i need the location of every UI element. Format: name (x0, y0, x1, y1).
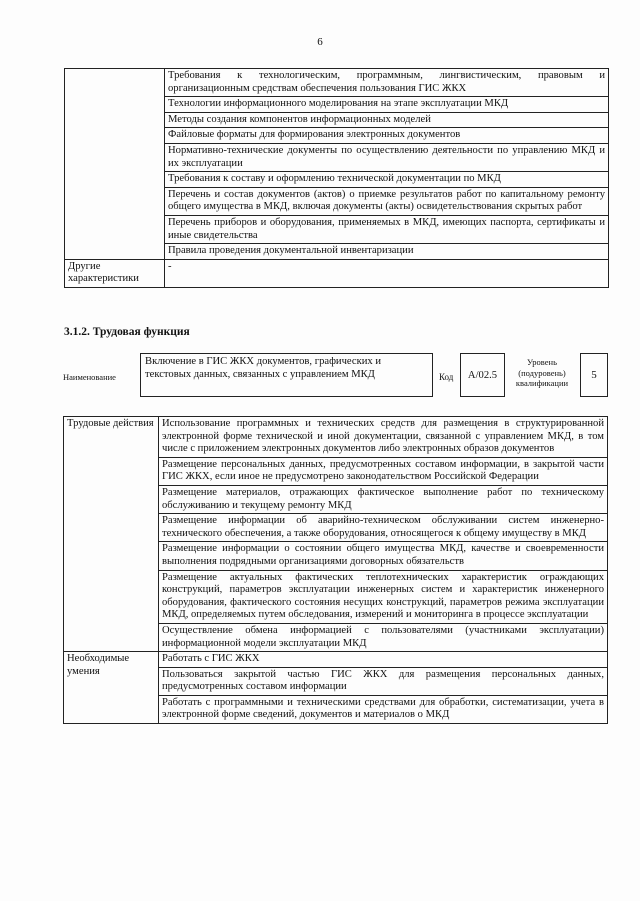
table-row (65, 259, 609, 287)
function-name-box: Включение в ГИС ЖКХ документов, графических и текстовых данных, связанных с управлением МКД (140, 353, 433, 397)
requirement-item: Методы создания компонентов информационных моделей (165, 112, 609, 128)
other-characteristics-value: - (165, 259, 609, 287)
skill-item: Работать с программными и техническими средствами для обработки, систематизации, учета в электронной форме сведений, документов и материалов о МКД (159, 695, 608, 723)
labor-action-item: Размещение информации об аварийно-техническом обслуживании систем инженерно-технического обеспечения, а также оборудования, относящегося к общему имуществу в МКД (159, 514, 608, 542)
labor-actions-table (63, 416, 608, 724)
other-characteristics-label: Другие характеристики (65, 259, 165, 287)
name-label: Наименование (63, 372, 116, 382)
labor-action-item: Размещение материалов, отражающих фактическое выполнение работ по техническому обслуживанию и текущему ремонту МКД (159, 485, 608, 513)
requirement-item: Технологии информационного моделирования на этапе эксплуатации МКД (165, 97, 609, 113)
empty-label-cell (65, 69, 165, 260)
section-heading: 3.1.2. Трудовая функция (64, 326, 190, 338)
table-row (64, 652, 608, 668)
code-box: A/02.5 (460, 353, 505, 397)
requirement-item: Требования к технологическим, программным, лингвистическим, правовым и организационным средствам обеспечения пользования ГИС ЖКХ (165, 69, 609, 97)
skill-item: Пользоваться закрытой частью ГИС ЖКХ для размещения персональных данных, предусмотренных составом информации (159, 667, 608, 695)
requirement-item: Перечень и состав документов (актов) о приемке результатов работ по капитальному ремонту общего имущества в МКД, включая документы (акты) освидетельствования скрытых работ (165, 187, 609, 215)
labor-action-item: Использование программных и технических средств для размещения в структурированной электронной форме технической и иной документации, связанной с управлением МКД, в том числе с приложением электронных документов либо электронных образов документов (159, 417, 608, 458)
code-label: Код (439, 372, 454, 382)
labor-action-item: Размещение информации о состоянии общего имущества МКД, качестве и своевременности выполнения подрядными организациями договорных обязательств (159, 542, 608, 570)
requirement-item: Требования к составу и оформлению технической документации по МКД (165, 172, 609, 188)
required-skills-label: Необходимые умения (64, 652, 159, 724)
labor-action-item: Осуществление обмена информацией с пользователями (участниками эксплуатации) информационной модели эксплуатации МКД (159, 623, 608, 651)
qualification-level-box: 5 (580, 353, 608, 397)
table-row (65, 69, 609, 97)
qualification-level-label: Уровень (подуровень) квалификации (515, 357, 569, 388)
requirement-item: Перечень приборов и оборудования, применяемых в МКД, имеющих паспорта, сертификаты и иные свидетельства (165, 215, 609, 243)
table-row (64, 417, 608, 458)
requirement-item: Файловые форматы для формирования электронных документов (165, 128, 609, 144)
requirement-item: Нормативно-технические документы по осуществлению деятельности по управлению МКД и их эксплуатации (165, 143, 609, 171)
labor-action-item: Размещение актуальных фактических теплотехнических характеристик ограждающих конструкций, параметров эксплуатации инженерных систем и характеристик инженерного оборудования, фактического состояния несущих конструкций, параметров режима эксплуатации МКД, определяемых путем обследования, измерений и мониторинга в процессе эксплуатации (159, 570, 608, 623)
labor-action-item: Размещение персональных данных, предусмотренных составом информации, в закрытой части ГИС ЖКХ, если иное не предусмотрено законодательством Российской Федерации (159, 457, 608, 485)
labor-actions-label: Трудовые действия (64, 417, 159, 652)
requirement-item: Правила проведения документальной инвентаризации (165, 244, 609, 260)
skill-item: Работать с ГИС ЖКХ (159, 652, 608, 668)
requirements-table (64, 68, 609, 288)
page-number: 6 (317, 36, 323, 48)
